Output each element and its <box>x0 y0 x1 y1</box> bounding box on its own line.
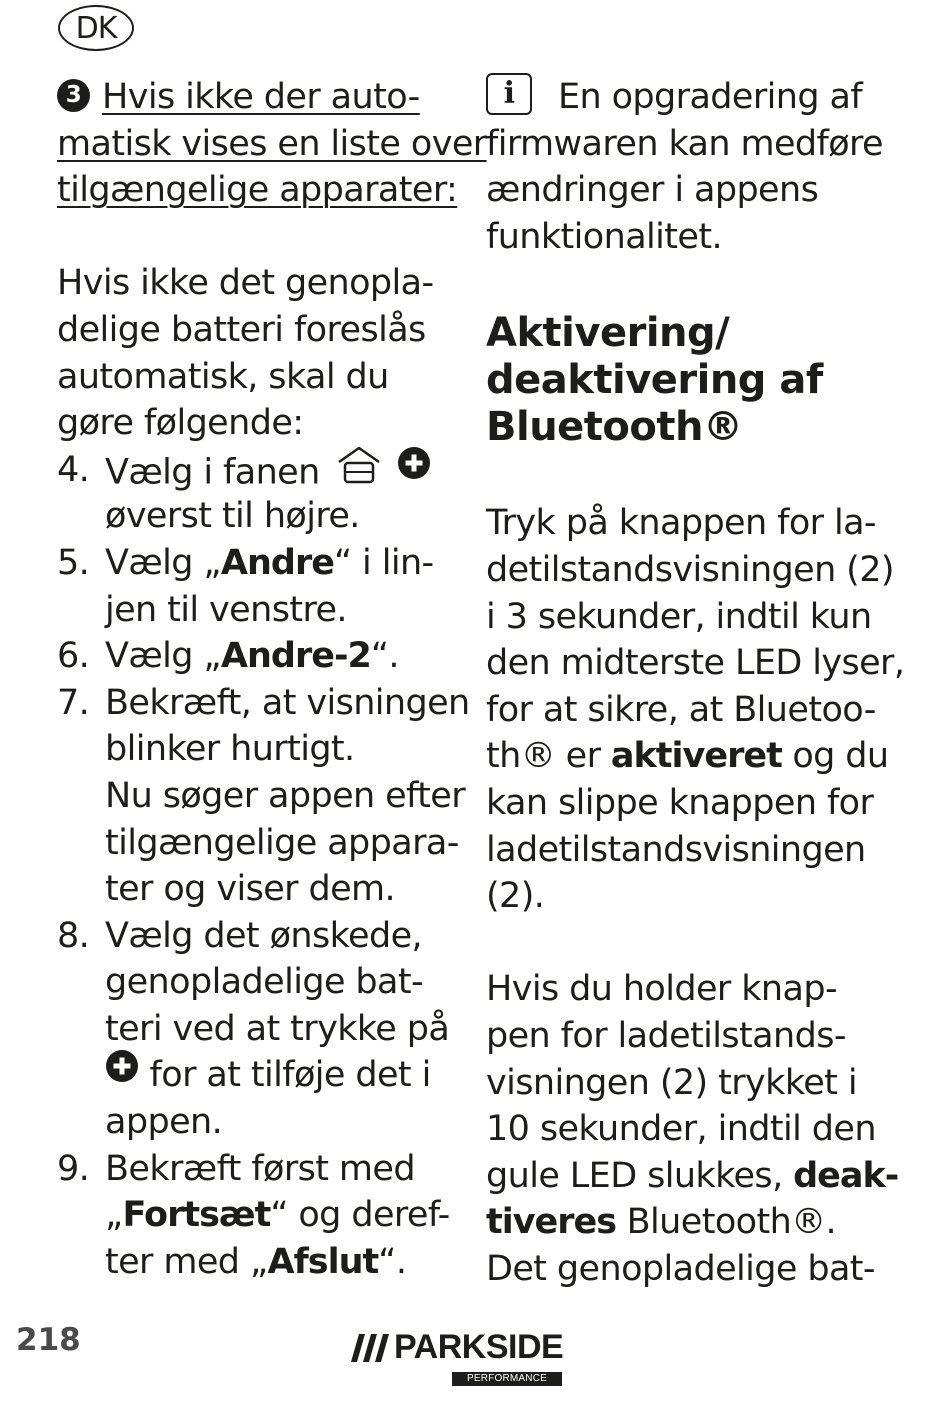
info-note-line: firmwaren kan medføre <box>486 123 883 164</box>
info-note-line: ændringer i appens <box>486 170 819 211</box>
paragraph-line: Det genopladelige bat- <box>486 1248 875 1289</box>
brand-subline: PERFORMANCE <box>452 1372 562 1386</box>
paragraph-line: gule LED slukkes, deak- <box>486 1155 899 1196</box>
brand-slashes-icon <box>350 1332 394 1368</box>
step-title-line: 3 Hvis ikke der auto- <box>57 74 457 121</box>
section-heading: deaktivering af <box>486 357 823 404</box>
paragraph-line: pen for ladetilstands- <box>486 1015 846 1056</box>
brand-name: PARKSIDE <box>394 1328 564 1366</box>
home-icon <box>336 445 382 498</box>
paragraph-line: tiveres Bluetooth®. <box>486 1202 837 1243</box>
step-title-line: tilgængelige apparater: <box>57 170 458 211</box>
paragraph-line: visningen (2) trykket i <box>486 1062 857 1103</box>
language-badge: DK <box>58 5 134 51</box>
list-number: 8. <box>57 915 90 956</box>
intro-line: Hvis ikke det genopla- <box>57 263 434 304</box>
intro-line: delige batteri foreslås <box>57 309 426 350</box>
paragraph-line: ladetilstandsvisningen <box>486 829 866 870</box>
list-number: 5. <box>57 542 90 583</box>
paragraph-line: (2). <box>486 876 545 917</box>
paragraph-line: i 3 sekunder, indtil kun <box>486 596 872 637</box>
paragraph-line: detilstandsvisningen (2) <box>486 549 894 590</box>
intro-line: automatisk, skal du <box>57 356 389 397</box>
page-number: 218 <box>16 1322 81 1358</box>
step-number-badge: 3 <box>57 79 90 112</box>
list-number: 9. <box>57 1148 90 1189</box>
list-item: 5. Vælg „Andre“ i lin- jen til venstre. <box>57 540 457 633</box>
section-heading: Bluetooth® <box>486 404 743 451</box>
plus-circle-icon <box>397 446 431 493</box>
list-item: 9. Bekræft først med „Fortsæt“ og deref- ter med „Afslut“. <box>57 1146 457 1286</box>
paragraph-line: den midterste LED lyser, <box>486 643 905 684</box>
paragraph-line: for at sikre, at Bluetoo- <box>486 689 876 730</box>
plus-circle-icon <box>105 1049 139 1096</box>
info-note-line: funktionalitet. <box>486 216 723 257</box>
list-item: 4. Vælg i fanen øverst til højre. <box>57 447 457 540</box>
step-title-line: matisk vises en liste over <box>57 123 487 164</box>
paragraph-line: kan slippe knappen for <box>486 782 874 823</box>
list-item: 8. Vælg det ønskede, genopladelige bat- teri ved at trykke på for at tilføje det i appen. <box>57 913 457 1146</box>
list-item: 7. Bekræft, at visningen blinker hurtigt. Nu søger appen efter tilgængelige appara- ter og viser dem. <box>57 680 457 913</box>
right-column <box>486 74 905 1292</box>
info-icon: i <box>486 73 532 115</box>
parkside-logo <box>350 1330 565 1390</box>
paragraph-line: th® er aktiveret og du <box>486 736 889 777</box>
list-item: 6. Vælg „Andre-2“. <box>57 633 457 680</box>
list-number: 7. <box>57 682 90 723</box>
paragraph-line: 10 sekunder, indtil den <box>486 1109 876 1150</box>
paragraph-line: Hvis du holder knap- <box>486 969 837 1010</box>
info-note-line: i En opgradering af <box>486 74 886 121</box>
left-column <box>57 74 487 1285</box>
section-heading: Aktivering/ <box>486 310 730 357</box>
list-number: 6. <box>57 636 90 677</box>
paragraph-line: Tryk på knappen for la- <box>486 503 876 544</box>
list-number: 4. <box>57 449 90 490</box>
intro-line: gøre følgende: <box>57 403 304 444</box>
